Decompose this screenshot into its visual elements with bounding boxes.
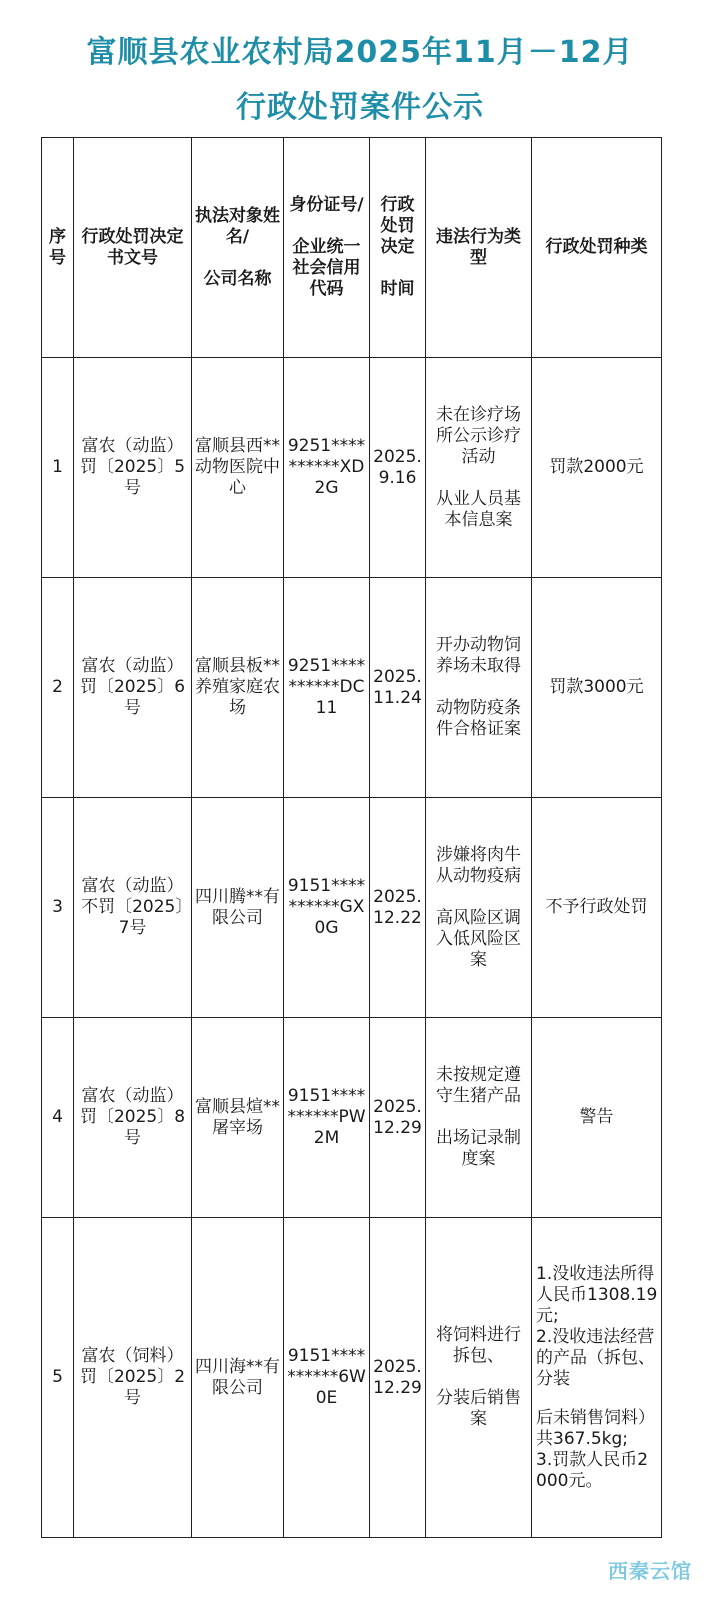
penalty-table: [41, 137, 662, 1538]
row-seq: 5: [42, 1218, 74, 1538]
header-time-b: 时间: [380, 279, 415, 299]
row-seq: 2: [42, 578, 74, 798]
row-violation: [426, 358, 532, 578]
watermark-logo: 西秦云馆: [608, 1559, 692, 1583]
header-violation: 违法行为类型: [426, 138, 532, 358]
row-time: 2025.9.16: [370, 358, 426, 578]
table-row: [42, 1218, 662, 1538]
row-seq: 4: [42, 1018, 74, 1218]
page-title-line1: 富顺县农业农村局2025年11月－12月: [86, 35, 634, 70]
row-id: 9251**********DC11: [284, 578, 370, 798]
row-violation: [426, 798, 532, 1018]
row-time: 2025.12.29: [370, 1218, 426, 1538]
header-id: [284, 138, 370, 358]
table-row: [42, 1018, 662, 1218]
row-time: 2025.12.22: [370, 798, 426, 1018]
row-violation-b: 动物防疫条件合格证案: [436, 698, 521, 739]
row-id: 9251**********XD2G: [284, 358, 370, 578]
row-violation-b: 分装后销售案: [436, 1388, 521, 1429]
penalty-item: 后未销售饲料）共367.5kg;: [536, 1407, 655, 1449]
header-target-a: 执法对象姓名/: [195, 205, 280, 247]
row-doc-no: 富农（动监）不罚〔2025〕7号: [74, 798, 192, 1018]
header-id-b: 企业统一社会信用代码: [292, 237, 361, 299]
row-violation: [426, 1218, 532, 1538]
penalty-item: 2.没收违法经营的产品（拆包、分装: [536, 1326, 655, 1389]
header-id-a: 身份证号/: [289, 195, 364, 215]
row-violation-a: 未按规定遵守生猪产品: [436, 1065, 521, 1106]
row-penalty: 罚款2000元: [532, 358, 662, 578]
header-time: [370, 138, 426, 358]
row-time: 2025.12.29: [370, 1018, 426, 1218]
table-row: [42, 358, 662, 578]
row-violation-b: 出场记录制度案: [436, 1128, 521, 1169]
table-row: [42, 578, 662, 798]
row-violation-a: 涉嫌将肉牛从动物疫病: [436, 844, 521, 886]
table-row: [42, 798, 662, 1018]
row-violation-a: 开办动物饲养场未取得: [436, 635, 521, 676]
row-penalty: [532, 1218, 662, 1538]
header-penalty: 行政处罚种类: [532, 138, 662, 358]
row-doc-no: 富农（动监）罚〔2025〕5号: [74, 358, 192, 578]
row-doc-no: 富农（饲料）罚〔2025〕2号: [74, 1218, 192, 1538]
table-header-row: [42, 138, 662, 358]
row-id: 9151**********6W0E: [284, 1218, 370, 1538]
page-title-line2: 行政处罚案件公示: [236, 90, 484, 125]
row-target: 四川腾**有限公司: [192, 798, 284, 1018]
header-doc-no: 行政处罚决定书文号: [74, 138, 192, 358]
row-time: 2025.11.24: [370, 578, 426, 798]
penalty-item: 1.没收违法所得人民币1308.19元;: [536, 1263, 658, 1326]
penalty-item: 3.罚款人民币2000元。: [536, 1449, 649, 1491]
row-seq: 1: [42, 358, 74, 578]
row-penalty: 不予行政处罚: [532, 798, 662, 1018]
row-seq: 3: [42, 798, 74, 1018]
row-target: 四川海**有限公司: [192, 1218, 284, 1538]
header-time-a: 行政处罚决定: [380, 195, 415, 257]
header-target-b: 公司名称: [203, 268, 272, 289]
row-id: 9151**********GX0G: [284, 798, 370, 1018]
row-violation-b: 从业人员基本信息案: [436, 488, 521, 530]
row-violation-a: 未在诊疗场所公示诊疗活动: [436, 404, 521, 467]
header-seq: 序号: [42, 138, 74, 358]
row-id: 9151**********PW2M: [284, 1018, 370, 1218]
row-penalty: 罚款3000元: [532, 578, 662, 798]
row-doc-no: 富农（动监）罚〔2025〕8号: [74, 1018, 192, 1218]
row-violation: [426, 1018, 532, 1218]
header-target: [192, 138, 284, 358]
row-penalty: 警告: [532, 1018, 662, 1218]
row-violation: [426, 578, 532, 798]
row-violation-b: 高风险区调入低风险区案: [436, 907, 521, 970]
row-target: 富顺县板**养殖家庭农场: [192, 578, 284, 798]
row-doc-no: 富农（动监）罚〔2025〕6号: [74, 578, 192, 798]
row-target: 富顺县西**动物医院中心: [192, 358, 284, 578]
row-target: 富顺县煊**屠宰场: [192, 1018, 284, 1218]
row-violation-a: 将饲料进行拆包、: [436, 1325, 521, 1366]
